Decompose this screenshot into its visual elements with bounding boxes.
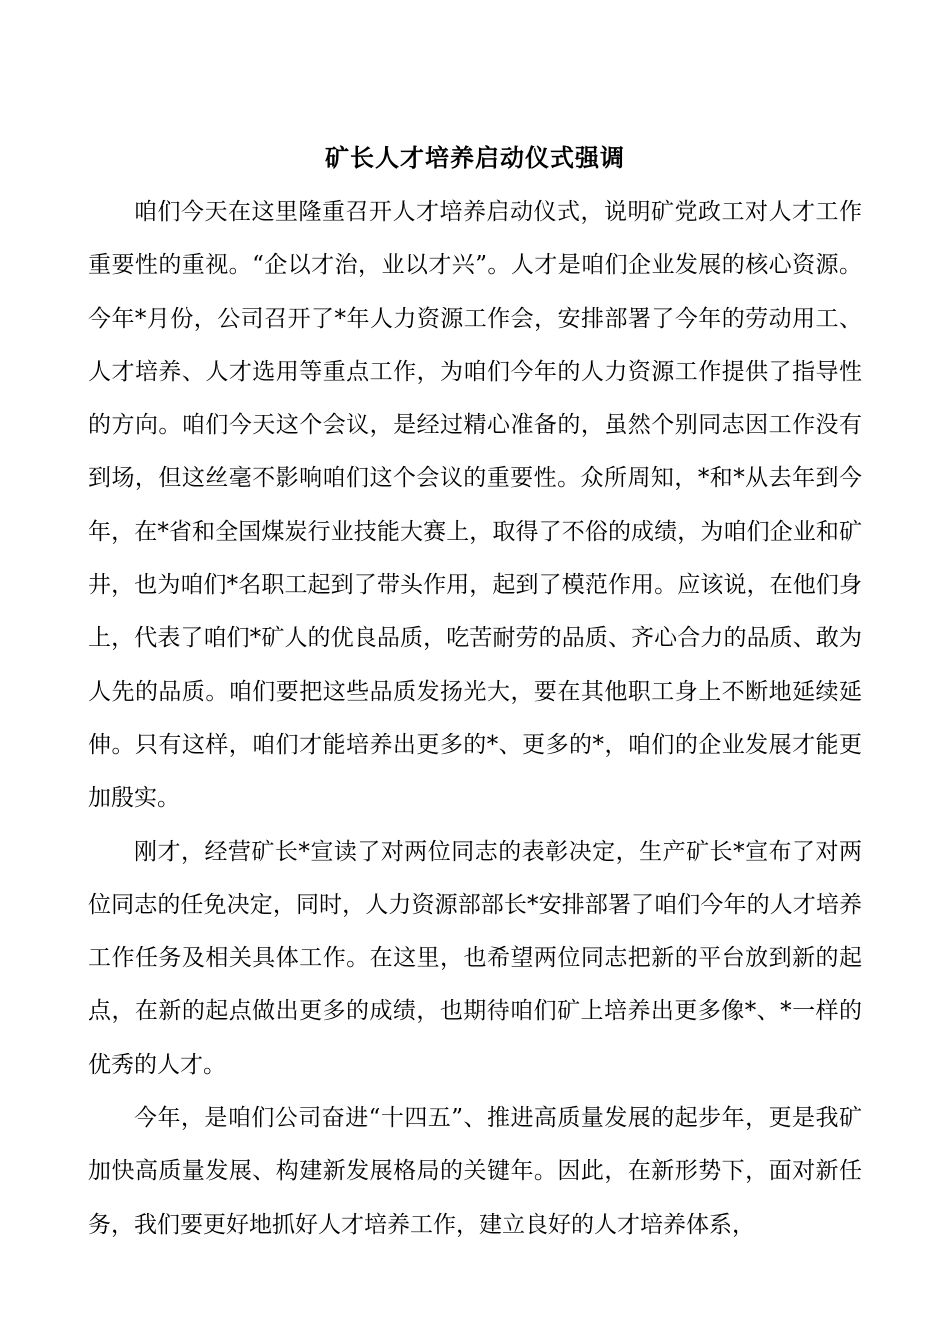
paragraph-1: 咱们今天在这里隆重召开人才培养启动仪式，说明矿党政工对人才工作重要性的重视。“企以才治，业以才兴”。人才是咱们企业发展的核心资源。今年*月份，公司召开了*年人力资源工作会，安排部署了今年的劳动用工、人才培养、人才选用等重点工作，为咱们今年的人力资源工作提供了指导性的方向。咱们今天这个会议，是经过精心准备的，虽然个别同志因工作没有到场，但这丝毫不影响咱们这个会议的重要性。众所周知，*和*从去年到今年，在*省和全国煤炭行业技能大赛上，取得了不俗的成绩，为咱们企业和矿井，也为咱们*名职工起到了带头作用，起到了模范作用。应该说，在他们身上，代表了咱们*矿人的优良品质，吃苦耐劳的品质、齐心合力的品质、敢为人先的品质。咱们要把这些品质发扬光大，要在其他职工身上不断地延续延伸。只有这样，咱们才能培养出更多的*、更多的*，咱们的企业发展才能更加殷实。 [88,199,862,812]
paragraph-2: 刚才，经营矿长*宣读了对两位同志的表彰决定，生产矿长*宣布了对两位同志的任免决定，同时，人力资源部部长*安排部署了咱们今年的人才培养工作任务及相关具体工作。在这里，也希望两位同志把新的平台放到新的起点，在新的起点做出更多的成绩，也期待咱们矿上培养出更多像*、*一样的优秀的人才。 [88,838,862,1078]
paragraph-3: 今年，是咱们公司奋进“十四五”、推进高质量发展的起步年，更是我矿加快高质量发展、构建新发展格局的关键年。因此，在新形势下，面对新任务，我们要更好地抓好人才培养工作，建立良好的人才培养体系， [88,1105,862,1238]
document-title: 矿长人才培养启动仪式强调 [325,143,625,172]
document-body [88,186,862,1252]
